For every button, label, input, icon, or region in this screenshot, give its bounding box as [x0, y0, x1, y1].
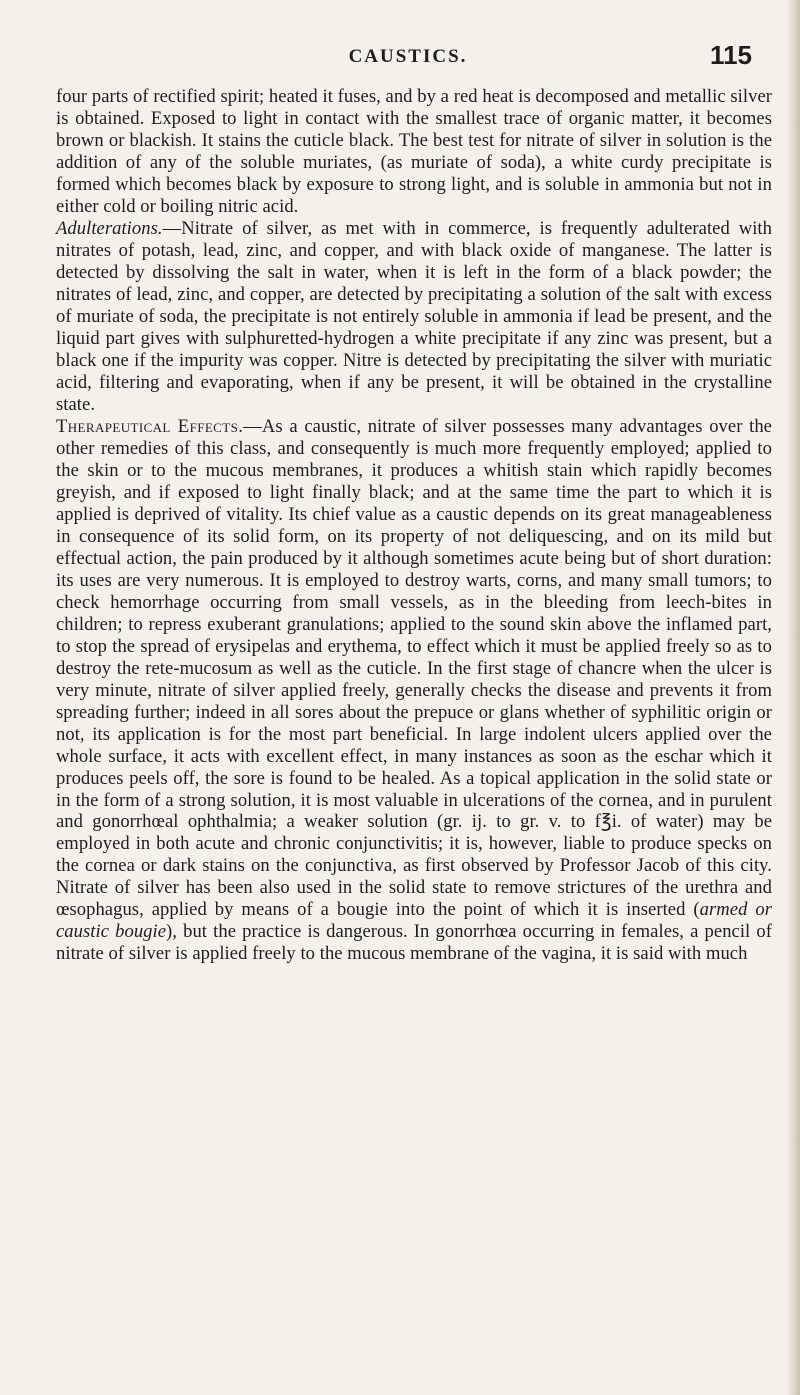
body-text: [56, 86, 772, 965]
therapeutical-italic-term: armed or caustic bougie: [56, 899, 773, 943]
paragraph-intro: [56, 86, 772, 218]
paragraph-adulterations: [56, 218, 772, 416]
running-head: [56, 40, 760, 80]
adulterations-heading: Adulterations.: [56, 217, 163, 239]
therapeutical-text-part-1: —As a caustic, nitrate of silver possesses many advantages over the other remedies of this class, and consequently is much more frequently employed; applied to the skin or to the mucous membranes, it produces a whitish stain which rapidly becomes greyish, and if exposed to light finally black; and at the same time the part to which it is applied is deprived of vitality. Its chief value as a caustic depends on its great manageableness in consequence of its solid form, on its property of not deliquescing, and on its mild but effectual action, the pain produced by it although sometimes acute being but of short duration: its uses are very numerous. It is employed to destroy warts, corns, and many small tumors; to check hemorrhage occurring from small vessels, as in the bleeding from leech-bites in children; to repress exuberant granulations; applied to the sound skin above the inflamed part, to stop the spread of erysipelas and erythema, to effect which it must be applied freely so as to destroy the rete-mucosum as well as the cuticle. In the first stage of chancre when the ulcer is very minute, nitrate of silver applied freely, generally checks the disease and prevents it from spreading further; indeed in all sores about the prepuce or glans whether of syphilitic origin or not, its application is for the most part beneficial. In large indolent ulcers applied over the whole surface, it acts with excellent effect, in many instances as soon as the eschar which it produces peels off, the sore is found to be healed. As a topical application in the solid state or in the form of a strong solution, it is most valuable in ulcerations of the cornea, and in purulent and gonorrhœal ophthalmia; a weaker solution (gr. ij. to gr. v. to f℥i. of water) may be employed in both acute and chronic conjunctivitis; it is, however, liable to produce specks on the cornea or dark stains on the conjunctiva, as first observed by Professor Jacob of this city. Nitrate of silver has been also used in the solid state to remove strictures of the urethra and œsophagus, applied by means of a bougie into the point of which it is inserted (: [56, 415, 772, 921]
paragraph-intro-text: four parts of rectified spirit; heated it fuses, and by a red heat is decomposed and metallic silver is obtained. Exposed to light in contact with the smallest trace of organic matter, it becomes brown or blackish. It stains the cuticle black. The best test for nitrate of silver in solution is the addition of any of the soluble muriates, (as muriate of soda), a white curdy precipitate is formed which becomes black by exposure to strong light, and is soluble in ammonia but not in either cold or boiling nitric acid.: [56, 86, 772, 217]
page-edge-shadow: [786, 0, 800, 1395]
therapeutical-heading: Therapeutical Effects.: [56, 415, 244, 437]
paragraph-therapeutical: [56, 416, 772, 966]
therapeutical-text-part-2: ), but the practice is dangerous. In gonorrhœa occurring in females, a pencil of nitrate of silver is applied freely to the mucous membrane of the vagina, it is said with much: [56, 921, 772, 965]
running-title: CAUSTICS.: [348, 46, 468, 67]
adulterations-text: —Nitrate of silver, as met with in commerce, is frequently adulterated with nitrates of potash, lead, zinc, and copper, and with black oxide of manganese. The latter is detected by dissolving the salt in water, when it is left in the form of a black powder; the nitrates of lead, zinc, and copper, are detected by precipitating a solution of the salt with excess of muriate of soda, the precipitate is not entirely soluble in ammonia if lead be present, and the liquid part gives with sulphuretted-hydrogen a white precipitate if any zinc was present, but a black one if the impurity was copper. Nitre is detected by precipitating the silver with muriatic acid, filtering and evaporating, when if any be present, it will be obtained in the crystalline state.: [56, 217, 772, 415]
page-number: 115: [710, 40, 752, 70]
